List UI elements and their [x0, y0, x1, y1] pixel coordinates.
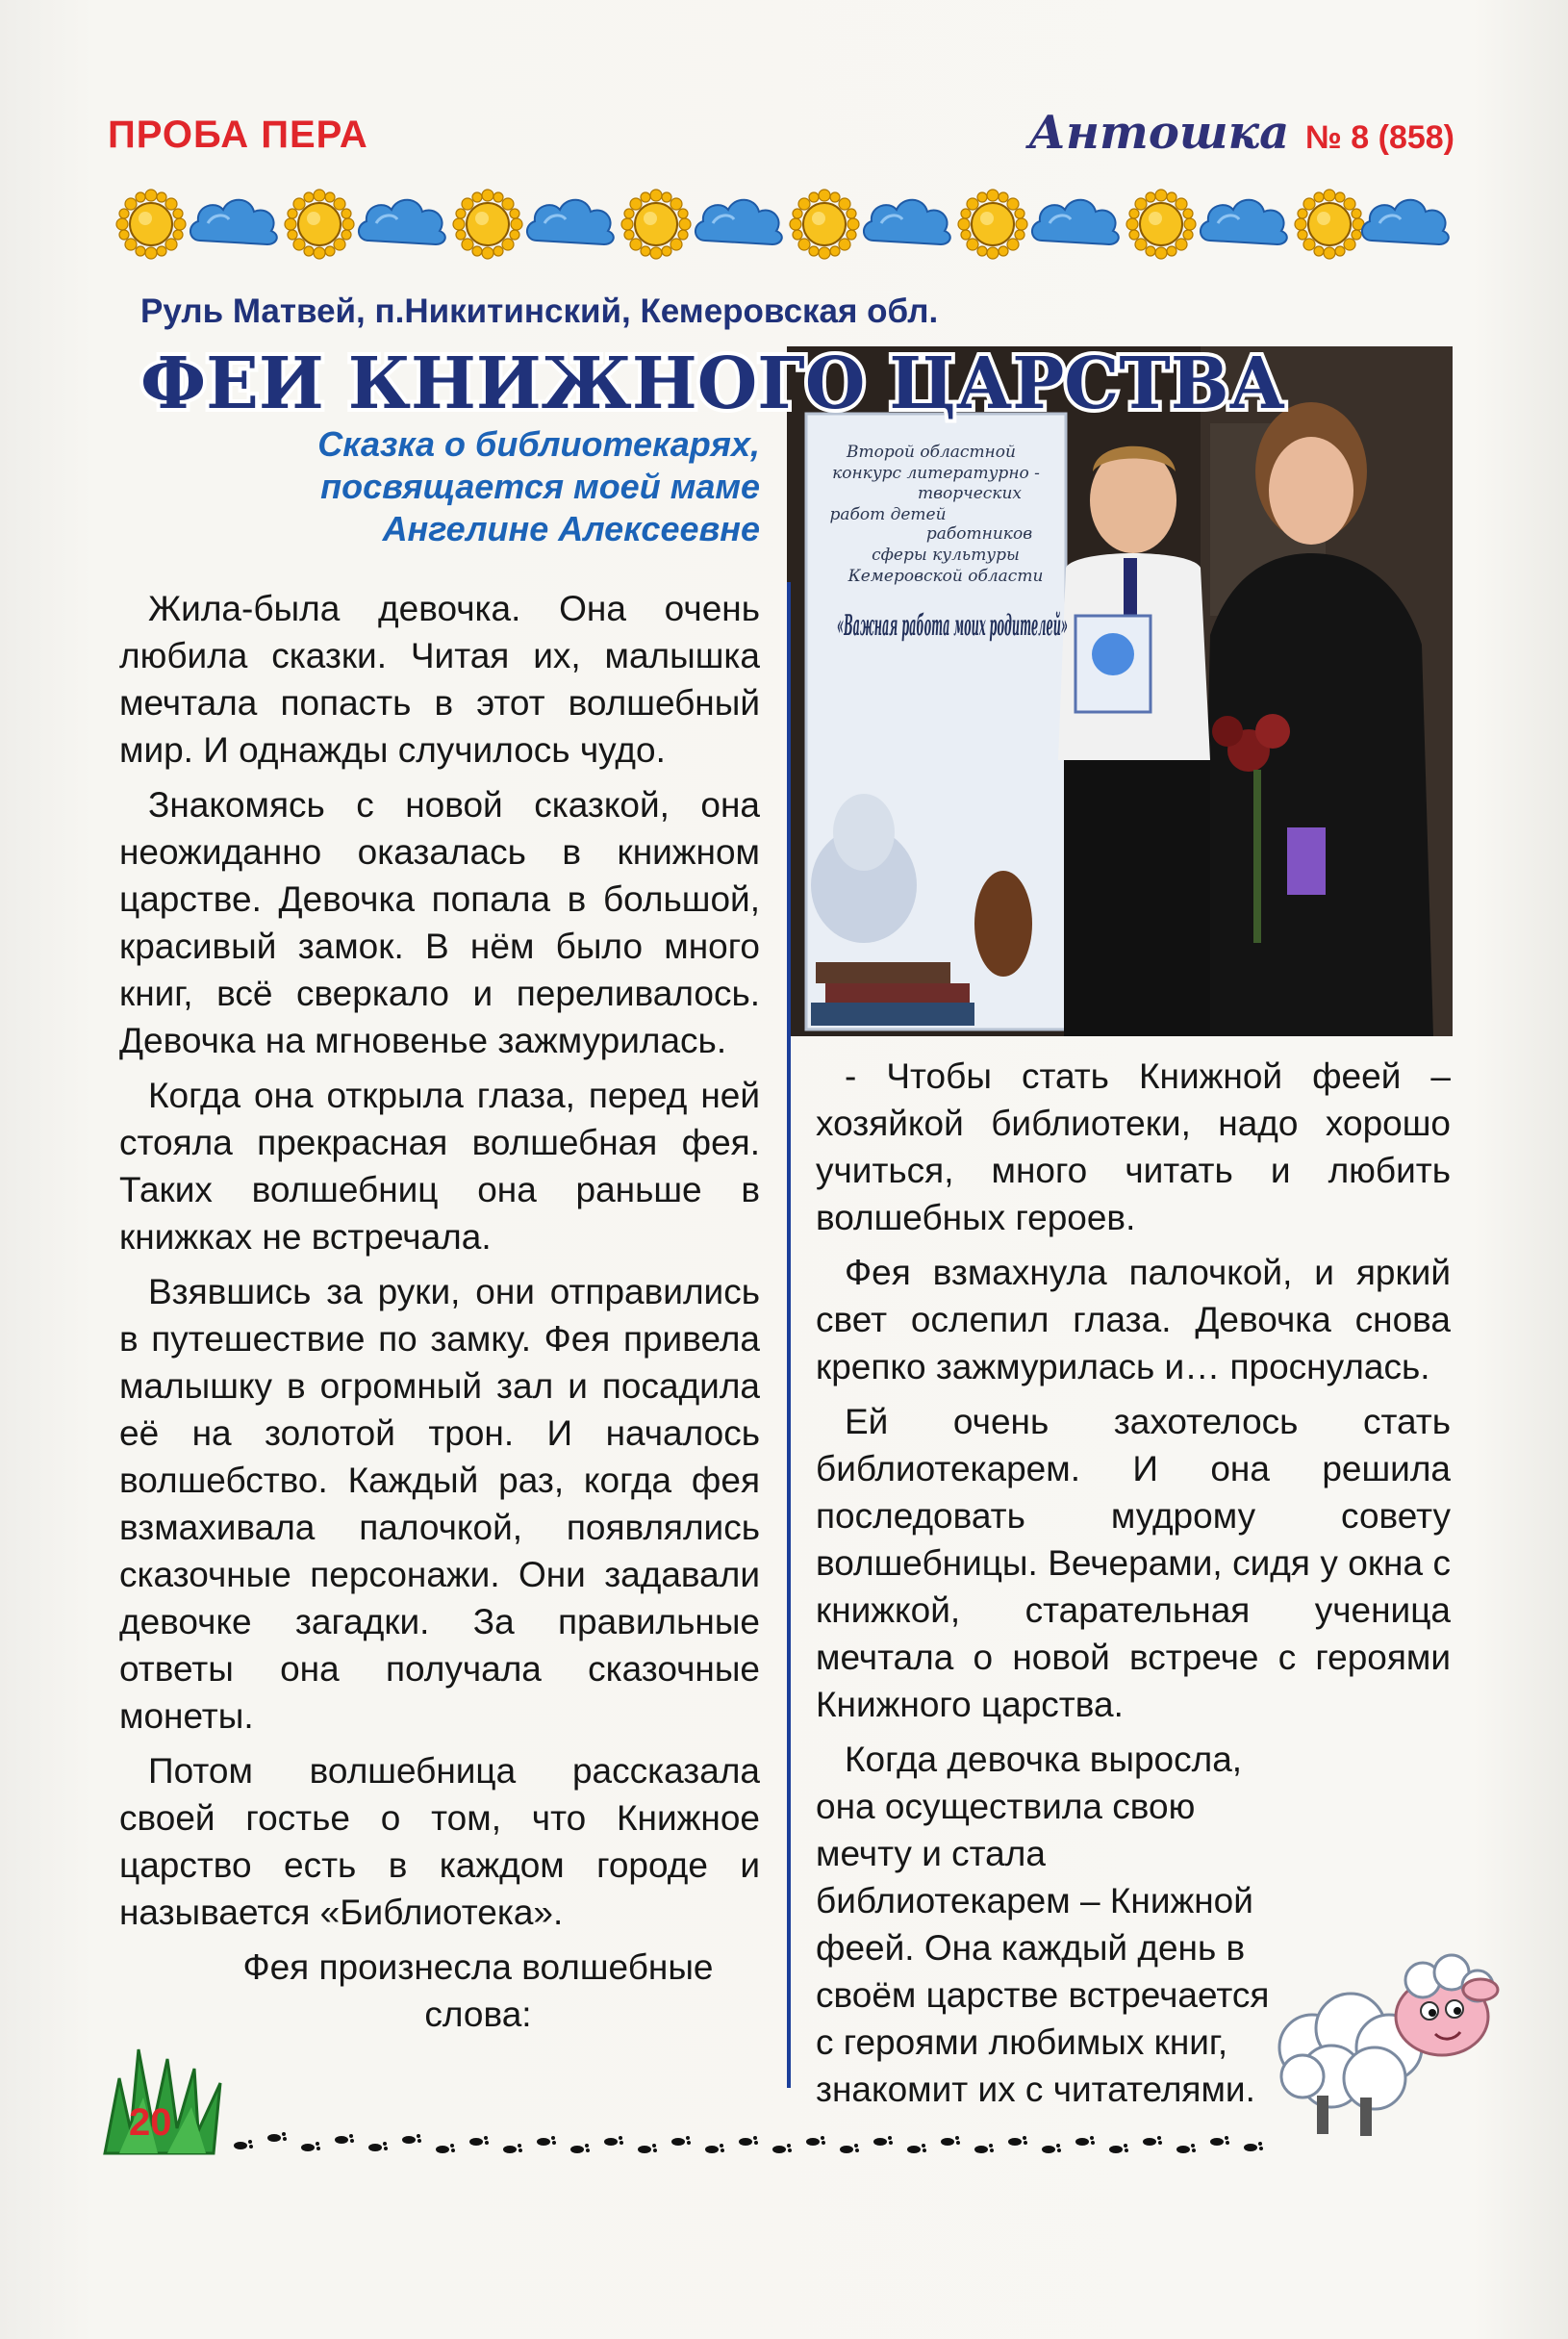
cloud-icon [1362, 200, 1449, 244]
dedication-line-2: посвящается моей маме [320, 467, 760, 506]
paragraph: Ей очень захотелось стать библиотекарем. И она решила последовать мудрому совету волшебницы. Вечерами, сидя у окна с книжкой, старательная ученица мечтала о новой встрече с героями Книжного царства. [816, 1402, 1451, 1724]
paragraph: Знакомясь с новой сказкой, она неожиданно оказалась в книжном царстве. Девочка попала в большой, красивый замок. В нём было много книг, всё сверкало и переливалось. Девочка на мгновенье зажмурилась. [119, 785, 760, 1060]
sun-icon [958, 190, 1027, 259]
paragraph: Фея произнесла волшебные слова: [242, 1947, 714, 2034]
sun-icon [621, 190, 691, 259]
rubric-label: ПРОБА ПЕРА [108, 114, 368, 156]
banner-line-7: Кемеровской области [847, 567, 1044, 586]
sheep-icon [1264, 1932, 1505, 2144]
banner-line-3: творческих [918, 484, 1022, 503]
banner-line-1: Второй областной [847, 443, 1016, 462]
sun-icon [790, 190, 859, 259]
cloud-icon [695, 200, 782, 244]
sun-icon [116, 190, 186, 259]
banner-line-6: сферы культуры [872, 546, 1020, 565]
article-photo [787, 346, 1453, 1036]
page-number: 20 [129, 2101, 172, 2144]
article-title-text: ФЕИ КНИЖНОГО ЦАРСТВА [140, 343, 1285, 425]
issue-number: № 8 (858) [1304, 119, 1454, 156]
sun-cloud-decoration [108, 181, 1450, 267]
magazine-name: Антошка [1027, 106, 1290, 160]
cloud-icon [190, 200, 277, 244]
paragraph: Когда она открыла глаза, перед ней стояла прекрасная волшебная фея. Таких волшебниц она раньше в книжках не встречала. [119, 1076, 760, 1257]
dedication-line-1: Сказка о библиотекарях, [317, 424, 760, 464]
sun-icon [453, 190, 522, 259]
cloud-icon [1201, 200, 1287, 244]
banner-line-2: конкурс литературно - [832, 464, 1040, 483]
sun-icon [1126, 190, 1196, 259]
paragraph: Потом волшебница рассказала своей гостье о том, что Книжное царство есть в каждом городе и называется «Библиотека». [119, 1751, 760, 1932]
article-author: Руль Матвей, п.Никитинский, Кемеровская обл. [140, 292, 939, 330]
issue-header [1028, 106, 1454, 160]
cloud-icon [864, 200, 950, 244]
sun-icon [285, 190, 354, 259]
footprint-icon [234, 2132, 1263, 2153]
dedication-line-3: Ангелине Алексеевне [382, 509, 760, 548]
sun-icon [1295, 190, 1364, 259]
banner-line-5: работников [925, 524, 1033, 544]
dedication [192, 423, 760, 550]
cloud-icon [1032, 200, 1119, 244]
paragraph: - Чтобы стать Книжной феей – хозяйкой библиотеки, надо хорошо учиться, много читать и любить волшебных героев. [816, 1056, 1451, 1237]
banner-line-4: работ детей [829, 505, 947, 524]
paragraph: Жила-была девочка. Она очень любила сказки. Читая их, малышка мечтала попасть в этот волшебный мир. И однажды случилось чудо. [119, 589, 760, 770]
article-title [135, 339, 1299, 425]
cloud-icon [527, 200, 614, 244]
column-divider [787, 582, 791, 2088]
cloud-icon [359, 200, 445, 244]
banner-slogan: «Важная работа моих родителей» [837, 609, 1068, 643]
paragraph: Когда девочка выросла, она осуществила свою мечту и стала библиотекарем – Книжной феей. Она каждый день в своём царстве встречается с героями любимых книг, знакомит их с читателями. [816, 1740, 1270, 2109]
paragraph: Фея взмахнула палочкой, и яркий свет ослепил глаза. Девочка снова крепко зажмурилась и… проснулась. [816, 1253, 1451, 1386]
left-column [119, 585, 760, 2046]
paragraph: Взявшись за руки, они отправились в путешествие по замку. Фея привела малышку в огромный зал и посадила её на золотой трон. И началось волшебство. Каждый раз, когда фея взмахивала палочкой, появлялись сказочные персонажи. Они задавали девочке загадки. За правильные ответы она получала сказочные монеты. [119, 1272, 760, 1736]
footprint-trail [231, 2124, 1279, 2163]
